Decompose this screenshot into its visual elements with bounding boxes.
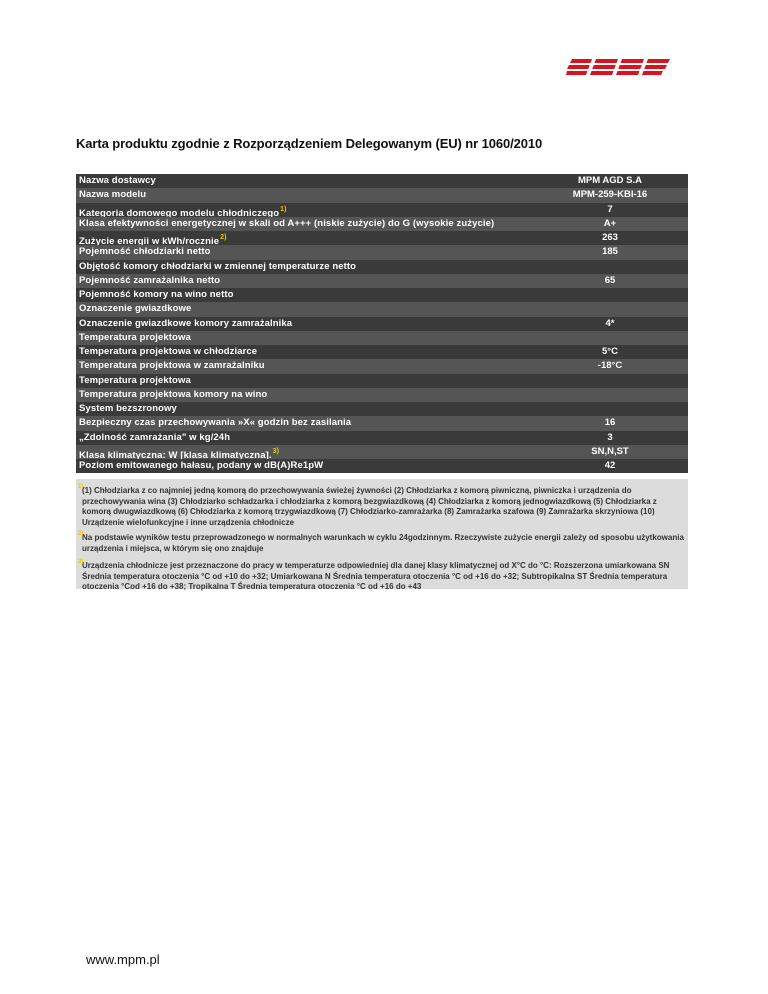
row-value: 185 <box>532 245 688 259</box>
table-row <box>76 302 688 316</box>
row-label <box>76 459 532 473</box>
table-row <box>76 217 688 231</box>
row-value: A+ <box>532 217 688 231</box>
table-row <box>76 345 688 359</box>
table-row <box>76 445 688 459</box>
row-label <box>76 231 532 245</box>
row-label-text: Temperatura projektowa w zamrażalniku <box>79 360 265 372</box>
footnote-mark: 3) <box>272 447 280 455</box>
row-value: 16 <box>532 416 688 430</box>
row-label-text: Oznaczenie gwiazdkowe <box>79 303 192 315</box>
footnote-mark: 1) <box>280 205 287 213</box>
row-value: 3 <box>532 431 688 445</box>
row-label <box>76 217 532 231</box>
row-label-text: Nazwa modelu <box>79 189 147 201</box>
row-value <box>532 288 688 302</box>
row-label-text: „Zdolność zamrażania" w kg/24h <box>79 431 231 443</box>
row-label-text: Temperatura projektowa <box>79 331 191 343</box>
row-label <box>76 174 532 188</box>
row-value: MPM-259-KBI-16 <box>532 188 688 202</box>
table-row <box>76 331 688 345</box>
table-row <box>76 388 688 402</box>
footnote <box>78 533 684 554</box>
row-label-text: System bezszronowy <box>79 403 177 414</box>
row-label-text: Bezpieczny czas przechowywania »X« godzin bez zasilania <box>79 417 352 429</box>
table-row <box>76 459 688 473</box>
row-label <box>76 288 532 302</box>
table-row <box>76 374 688 388</box>
website-url: www.mpm.pl <box>86 952 160 967</box>
table-row <box>76 288 688 302</box>
footnote-number: 2) <box>78 531 84 537</box>
footnote-number: 3) <box>78 559 84 565</box>
row-label-text: Pojemność zamrażalnika netto <box>79 274 221 286</box>
row-value <box>532 302 688 316</box>
table-row <box>76 359 688 373</box>
table-row <box>76 188 688 202</box>
row-value <box>532 388 688 402</box>
row-label-text: Temperatura projektowa <box>79 374 191 386</box>
row-value: 7 <box>532 203 688 217</box>
row-label <box>76 260 532 274</box>
table-row <box>76 245 688 259</box>
row-value: MPM AGD S.A <box>532 174 688 188</box>
row-label <box>76 416 532 430</box>
row-label-text: Temperatura projektowa komory na wino <box>79 388 268 400</box>
table-row <box>76 203 688 217</box>
table-row <box>76 260 688 274</box>
table-row <box>76 317 688 331</box>
table-row <box>76 174 688 188</box>
row-value: 65 <box>532 274 688 288</box>
row-label-text: Nazwa dostawcy <box>79 175 156 186</box>
footnote-text: Na podstawie wyników testu przeprowadzonego w normalnych warunkach w cyklu 24godzinnym. Rzeczywiste zużycie energii zależy od sposobu użytkowania urządzenia i miejsca, w którym się ono znajduje <box>82 533 684 553</box>
row-label-text: Klasa klimatyczna: W [klasa klimatyczna]. <box>79 449 272 459</box>
footnote-mark: 2) <box>220 234 227 241</box>
row-label <box>76 203 532 217</box>
product-table <box>76 174 688 473</box>
footnotes <box>76 479 688 589</box>
table-row <box>76 231 688 245</box>
row-value: 5°C <box>532 345 688 359</box>
row-value: 263 <box>532 231 688 245</box>
row-label <box>76 245 532 259</box>
row-label-text: Objętość komory chłodziarki w zmiennej temperaturze netto <box>79 260 357 272</box>
footnote-text: (1) Chłodziarka z co najmniej jedną komorą do przechowywania świeżej żywności (2) Chłodziarka z komorą piwniczną, piwniczka i urządzenia do przechowywania wina (3) Chłodziarko schładzarka i chłodziarka z komorą bezgwiazdkową (4) Chłodziarka z komorą jednogwiazdkową (5) Chłodziarka z komorą dwugwiazdkową (6) Chłodziarka z komorą trzygwiazdkową (7) Chłodziarko-zamrażarka (8) Zamrażarka szafowa (9) Zamrażarka skrzyniowa (10) Urządzenie wielofunkcyjne i inne urządzenia chłodnicze <box>82 486 657 527</box>
product-sheet <box>76 174 688 589</box>
table-row <box>76 431 688 445</box>
row-label <box>76 302 532 316</box>
row-label-text: Oznaczenie gwiazdkowe komory zamrażalnika <box>79 317 293 329</box>
footnote <box>78 486 684 528</box>
footnote-text: Urządzenia chłodnicze jest przeznaczone do pracy w temperaturze odpowiedniej dla danej klasy klimatycznej od X°C do °C: Rozszerzona umiarkowana SN Średnia temperatura otoczenia °C od +10 do +32; Umiarkowana N Średnia temperatura otoczenia °C od +16 do +32; Subtropikalna ST Średnia temperatura otoczenia °Cod +16 do +38; Tropikalna T Średnia temperatura otoczenia °C od +16 do +43 <box>82 561 670 591</box>
row-label <box>76 402 532 416</box>
footnote-number: 1) <box>78 484 84 490</box>
row-value <box>532 374 688 388</box>
row-label-text: Poziom emitowanego hałasu, podany w dB(A)Re1pW <box>79 460 324 471</box>
row-label <box>76 374 532 388</box>
row-value <box>532 402 688 416</box>
row-label <box>76 445 532 459</box>
table-row <box>76 274 688 288</box>
row-label-text: Pojemność komory na wino netto <box>79 289 234 300</box>
row-label <box>76 359 532 373</box>
row-label <box>76 274 532 288</box>
page-title: Karta produktu zgodnie z Rozporządzeniem Delegowanym (EU) nr 1060/2010 <box>76 136 543 151</box>
row-value <box>532 331 688 345</box>
row-label-text: Zużycie energii w kWh/rocznie <box>79 236 220 246</box>
row-label <box>76 345 532 359</box>
row-label <box>76 317 532 331</box>
row-label-text: Temperatura projektowa w chłodziarce <box>79 346 258 357</box>
row-value <box>532 260 688 274</box>
row-value: 42 <box>532 459 688 473</box>
row-value: -18°C <box>532 359 688 373</box>
row-label <box>76 188 532 202</box>
row-label-text: Pojemność chłodziarki netto <box>79 246 211 258</box>
row-label-text: Klasa efektywności energetycznej w skali od A+++ (niskie zużycie) do G (wysokie zużycie) <box>79 217 495 229</box>
footnote <box>78 561 684 593</box>
mpm-logo <box>566 56 674 78</box>
row-value: SN,N,ST <box>532 445 688 459</box>
row-label <box>76 331 532 345</box>
table-row <box>76 402 688 416</box>
row-label <box>76 388 532 402</box>
row-label <box>76 431 532 445</box>
row-label-text: Kategoria domowego modelu chłodniczego <box>79 207 280 217</box>
row-value: 4* <box>532 317 688 331</box>
table-row <box>76 416 688 430</box>
